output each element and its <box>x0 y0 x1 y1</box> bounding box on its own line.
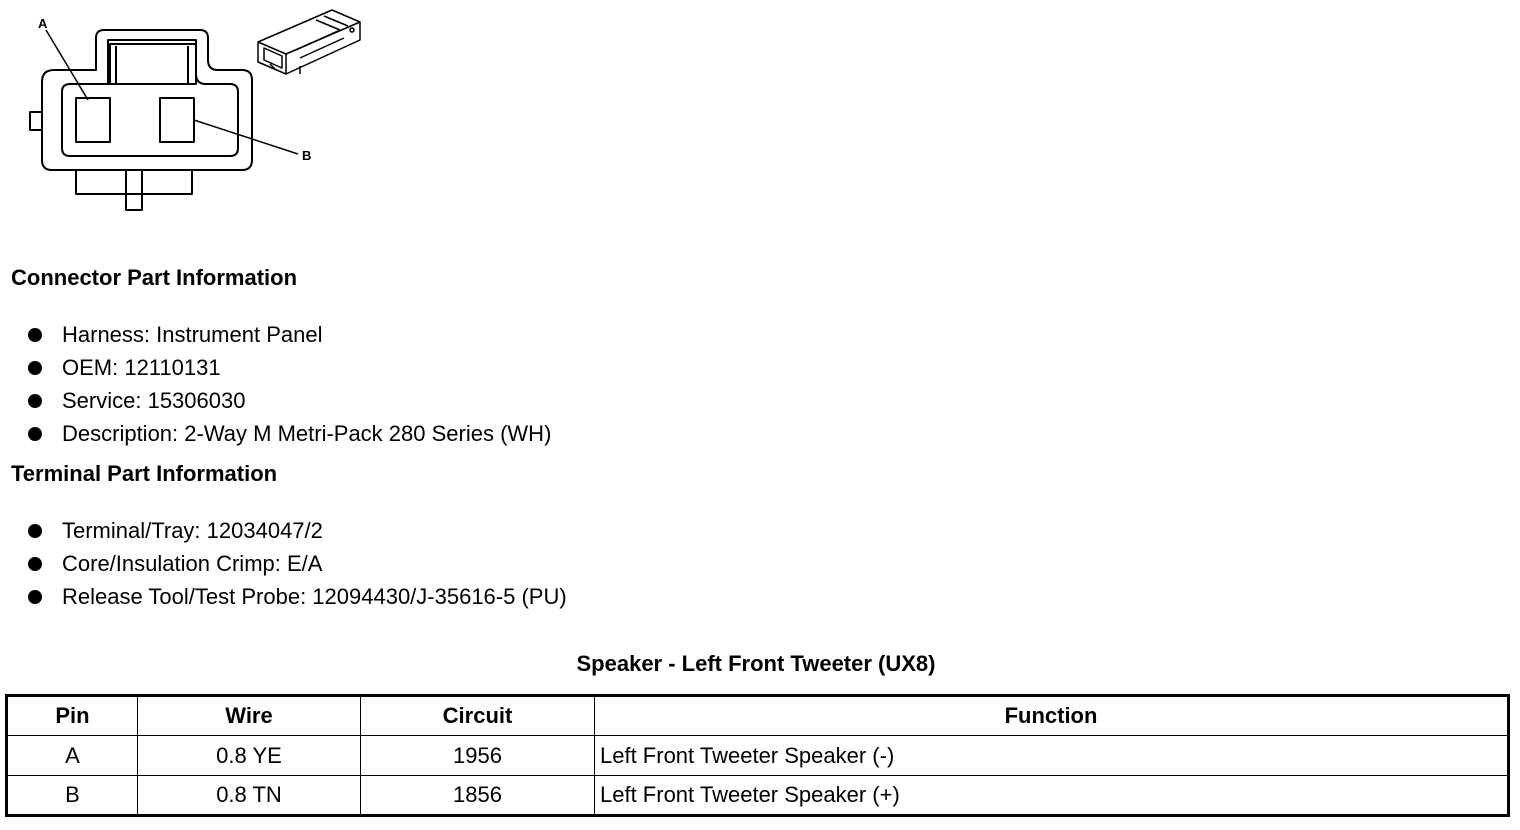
list-item-text: Harness: Instrument Panel <box>62 321 323 347</box>
pin-a-label: A <box>38 16 48 31</box>
connector-3d-view <box>258 10 360 74</box>
list-item <box>28 417 551 450</box>
cell-wire: 0.8 TN <box>138 776 361 816</box>
cell-function: Left Front Tweeter Speaker (+) <box>595 776 1509 816</box>
connector-part-info-list <box>28 318 551 450</box>
pinout-table <box>5 694 1510 817</box>
terminal-cavity-a <box>76 98 110 142</box>
list-item <box>28 514 567 547</box>
cell-pin: B <box>7 776 138 816</box>
list-item-text: Release Tool/Test Probe: 12094430/J-35616-5 (PU) <box>62 583 567 609</box>
bullet-icon <box>28 590 42 604</box>
connector-part-info-heading: Connector Part Information <box>11 265 298 290</box>
cell-circuit: 1956 <box>361 736 595 776</box>
header-function: Function <box>595 696 1509 736</box>
bullet-icon <box>28 328 42 342</box>
connector-side-tab <box>30 112 42 130</box>
table-row <box>7 776 1509 816</box>
connector-diagram <box>0 0 380 220</box>
connector-inner-outline <box>62 44 238 156</box>
cell-function: Left Front Tweeter Speaker (-) <box>595 736 1509 776</box>
list-item-text: Terminal/Tray: 12034047/2 <box>62 517 323 543</box>
list-item <box>28 318 551 351</box>
header-pin: Pin <box>7 696 138 736</box>
bullet-icon <box>28 427 42 441</box>
terminal-part-info-list <box>28 514 567 613</box>
list-item-text: OEM: 12110131 <box>62 354 221 380</box>
cell-wire: 0.8 YE <box>138 736 361 776</box>
connector-latch <box>108 40 196 84</box>
table-header-row <box>7 696 1509 736</box>
list-item-text: Core/Insulation Crimp: E/A <box>62 550 323 576</box>
list-item <box>28 351 551 384</box>
list-item <box>28 384 551 417</box>
table-row <box>7 736 1509 776</box>
list-item-text: Service: 15306030 <box>62 387 246 413</box>
header-circuit: Circuit <box>361 696 595 736</box>
connector-key <box>126 170 142 210</box>
list-item <box>28 547 567 580</box>
bullet-icon <box>28 524 42 538</box>
cell-circuit: 1856 <box>361 776 595 816</box>
table-title: Speaker - Left Front Tweeter (UX8) <box>576 651 936 676</box>
list-item-text: Description: 2-Way M Metri-Pack 280 Series (WH) <box>62 420 552 446</box>
bullet-icon <box>28 557 42 571</box>
terminal-cavity-b <box>160 98 194 142</box>
bullet-icon <box>28 361 42 375</box>
connector-outer-outline <box>42 30 252 170</box>
list-item <box>28 580 567 613</box>
terminal-part-info-heading: Terminal Part Information <box>11 461 278 486</box>
connector-bottom-base <box>76 170 192 194</box>
cell-pin: A <box>7 736 138 776</box>
header-wire: Wire <box>138 696 361 736</box>
pin-b-label: B <box>302 148 312 163</box>
bullet-icon <box>28 394 42 408</box>
